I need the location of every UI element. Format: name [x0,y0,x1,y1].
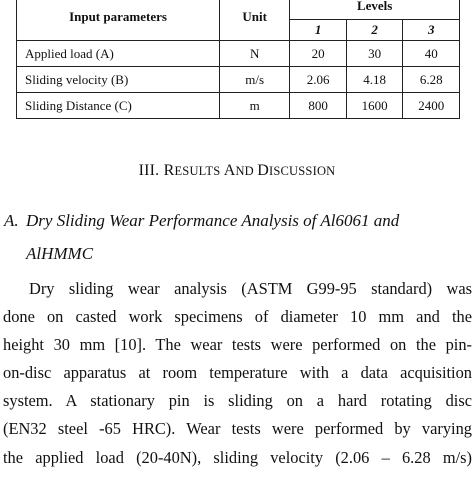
subsection-title-line1: Dry Sliding Wear Performance Analysis of Al6061 and [26,211,400,230]
input-parameters-table [16,0,460,119]
section-heading [0,162,474,180]
header-input-parameters: Input parameters [17,0,220,41]
paragraph-line: done on casted work specimens of diameter 10 mm and the [3,307,472,327]
row-value: 2.06 [290,67,347,93]
row-unit: m/s [219,67,289,93]
section-number: III. [138,162,160,179]
table-row [17,67,460,93]
row-unit: m [219,93,289,119]
paragraph-line: Dry sliding wear analysis (ASTM G99-95 standard) was [29,279,472,298]
subsection-heading [4,204,470,270]
paragraph-line: system. A stationary pin is sliding on a hard rotating disc [3,391,472,411]
paragraph-line: on-disc apparatus at room temperature with a data acquisition [3,363,472,383]
row-value: 800 [290,93,347,119]
body-paragraph [3,275,472,472]
header-level-1: 1 [290,20,347,41]
paragraph-line: (EN32 steel -65 HRC). Wear tests were performed by varying [3,419,472,439]
row-param: Sliding velocity (B) [17,67,220,93]
subsection-title-line2: AlHMMC [26,244,94,263]
table-row [17,41,460,67]
table-row [17,93,460,119]
header-level-3: 3 [403,20,460,41]
row-value: 20 [290,41,347,67]
row-value: 1600 [346,93,403,119]
subsection-number: A. [4,211,19,230]
row-value: 6.28 [403,67,460,93]
row-param: Applied load (A) [17,41,220,67]
row-unit: N [219,41,289,67]
row-value: 30 [346,41,403,67]
paragraph-line: the applied load (20-40N), sliding velocity (2.06 – 6.28 m/s) [3,447,472,467]
paragraph-line: height 30 mm [10]. The wear tests were performed on the pin- [3,335,472,355]
section-title: RESULTS AND DISCUSSION [163,162,336,179]
row-value: 2400 [403,93,460,119]
header-unit: Unit [219,0,289,41]
row-value: 40 [403,41,460,67]
row-value: 4.18 [346,67,403,93]
row-param: Sliding Distance (C) [17,93,220,119]
header-levels: Levels [290,0,460,20]
header-level-2: 2 [346,20,403,41]
